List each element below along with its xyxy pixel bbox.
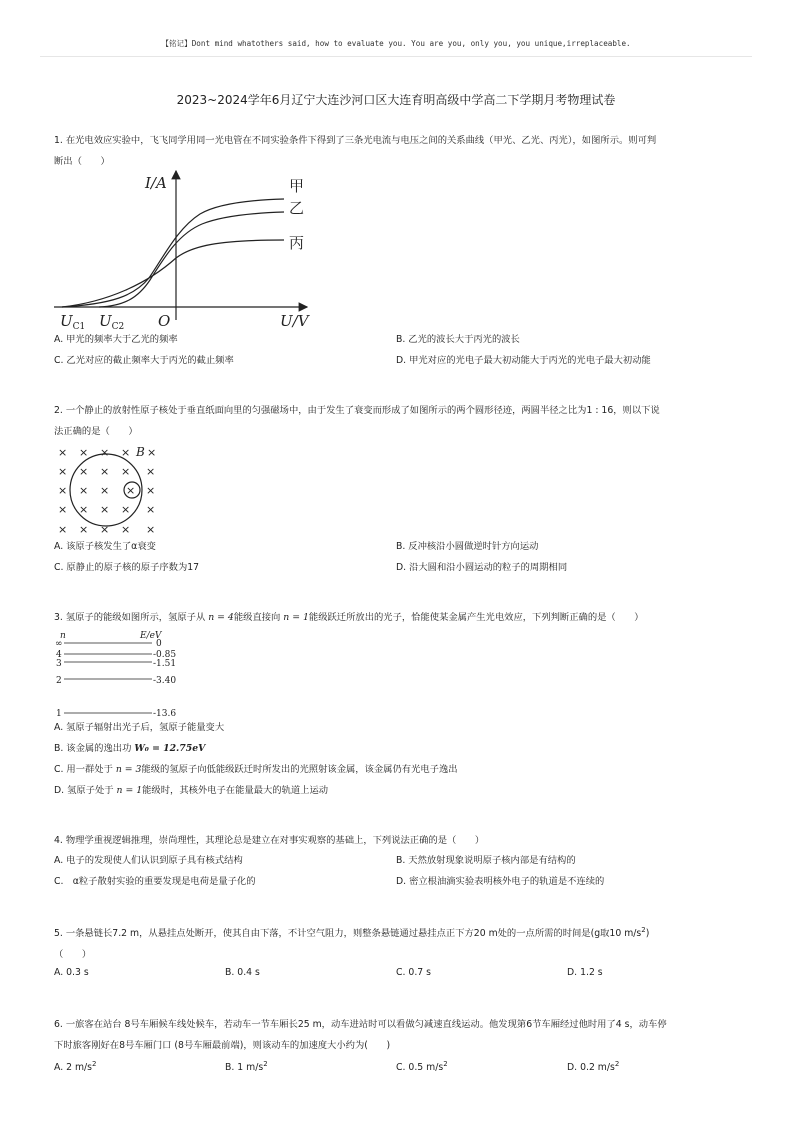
field-cross-mark: × (79, 465, 89, 478)
q3-option-a[interactable]: A. 氢原子辐射出光子后，氢原子能量变大 (54, 722, 225, 733)
question-4-stem: 4. 物理学重视逻辑推理，崇尚理性，其理论总是建立在对事实观察的基础上，下列说法正确的是（ ） (54, 835, 485, 846)
q3-option-b[interactable]: B. 该金属的逸出功 W₀ = 12.75eV (54, 743, 206, 754)
field-cross-mark: × (121, 503, 131, 516)
question-4 (54, 830, 744, 851)
q6-option-a[interactable]: A. 2 $m/s^2$ (54, 1060, 97, 1074)
q2-option-c[interactable]: C. 原静止的原子核的原子序数为17 (54, 562, 200, 573)
origin-label: O (158, 312, 171, 330)
question-1-stem-line2: 断出（ ） (54, 156, 110, 167)
field-cross-mark: × (58, 465, 68, 478)
y-axis-label: I/A (145, 174, 167, 192)
page-title: 2023~2024学年6月辽宁大连沙河口区大连育明高级中学高二下学期月考物理试卷 (176, 93, 616, 107)
q6-option-b[interactable]: B. 1 $m/s^2$ (225, 1060, 268, 1074)
uc2-label: $U_{C2}$ (99, 312, 125, 332)
q4-option-d[interactable]: D. 密立根油滴实验表明核外电子的轨道是不连续的 (396, 876, 605, 887)
q5-option-a[interactable]: A. 0.3 s (54, 967, 89, 978)
q1-option-a[interactable]: A. 甲光的频率大于乙光的频率 (54, 334, 178, 345)
level-4-n: 4 (56, 650, 62, 660)
field-cross-mark: × (147, 446, 157, 459)
question-2-stem-line1: 2. 一个静止的放射性原子核处于垂直纸面向里的匀强磁场中，由于发生了衰变而形成了如图所示的两个圆形径迹，两圆半径之比为1 : 16，则以下说 (54, 405, 660, 416)
energy-column-label: E/eV (140, 631, 162, 641)
motto-banner: 【铭记】Dont mind whatothers said, how to evaluate you. You are you, only you, you unique,irreplaceable. (161, 39, 631, 48)
field-cross-mark: × (100, 503, 110, 516)
iv-curve-figure (52, 168, 322, 333)
question-3-stem-b: 能级直接向 (233, 612, 284, 623)
field-cross-mark: × (100, 523, 110, 536)
field-cross-mark: × (100, 484, 110, 497)
field-cross-mark: × (121, 465, 131, 478)
q5-option-d[interactable]: D. 1.2 s (567, 967, 603, 978)
curve-jia-label: 甲 (289, 177, 305, 195)
question-6 (54, 1014, 744, 1056)
question-6-stem-line2: 下时旅客刚好在8号车厢门口 (8号车厢最前端)，则该动车的加速度大小约为( ) (54, 1040, 391, 1051)
level-4-e: -0.85 (153, 650, 177, 660)
n-column-label: n (60, 631, 66, 641)
question-2-stem-line2: 法正确的是（ ） (54, 426, 138, 437)
question-5-stem-line1: 5. 一条悬链长7.2 m，从悬挂点处断开，使其自由下落，不计空气阻力，则整条悬链通过悬挂点正下方20 m处的一点所需的时间是(g取10 $m/s^2$) (54, 926, 650, 940)
field-cross-mark: × (58, 484, 68, 497)
field-cross-mark: × (58, 446, 68, 459)
q5-option-c[interactable]: C. 0.7 s (396, 967, 431, 978)
level-1-n: 1 (56, 709, 62, 719)
curve-bing (62, 240, 284, 307)
question-3-n1: n = 1 (283, 612, 309, 623)
level-3-e: -1.51 (153, 659, 177, 669)
header-divider (40, 56, 752, 57)
q1-option-b[interactable]: B. 乙光的波长大于丙光的波长 (396, 334, 520, 345)
field-cross-mark: × (100, 465, 110, 478)
q4-option-b[interactable]: B. 天然放射现象说明原子核内部是有结构的 (396, 855, 576, 866)
q3-option-d[interactable]: D. 氢原子处于 n = 1能级时，其核外电子在能量最大的轨道上运动 (54, 785, 329, 796)
q4-option-a[interactable]: A. 电子的发现使人们认识到原子具有核式结构 (54, 855, 243, 866)
q5-option-b[interactable]: B. 0.4 s (225, 967, 260, 978)
curve-yi (99, 212, 284, 307)
q6-option-c[interactable]: C. 0.5 $m/s^2$ (396, 1060, 448, 1074)
field-cross-mark: × (79, 484, 89, 497)
question-5 (54, 920, 744, 965)
q2-option-b[interactable]: B. 反冲核沿小圆做逆时针方向运动 (396, 541, 539, 552)
field-cross-mark: × (58, 503, 68, 516)
question-5-stem-line2: （ ） (54, 949, 92, 961)
q2-option-a[interactable]: A. 该原子核发生了α衰变 (54, 541, 156, 552)
question-3 (54, 607, 744, 628)
field-cross-mark: × (79, 523, 89, 536)
field-cross-mark: × (146, 484, 156, 497)
level-inf-n: ∞ (55, 639, 63, 649)
field-cross-mark: × (79, 446, 89, 459)
level-2-e: -3.40 (153, 676, 177, 686)
x-axis-label: U/V (280, 312, 309, 330)
q4-option-c[interactable]: C. α粒子散射实验的重要发现是电荷是量子化的 (54, 876, 256, 887)
question-2 (54, 400, 744, 442)
curve-jia (62, 199, 284, 307)
level-inf-e: 0 (156, 639, 162, 649)
field-cross-mark: × (100, 446, 110, 459)
field-cross-mark: × (146, 503, 156, 516)
magnetic-field-figure (54, 440, 164, 536)
level-1-e: -13.6 (153, 709, 177, 719)
level-3-n: 3 (56, 659, 62, 669)
level-2-n: 2 (56, 676, 62, 686)
field-cross-mark: × (79, 503, 89, 516)
q6-option-d[interactable]: D. 0.2 $m/s^2$ (567, 1060, 620, 1074)
field-cross-mark: × (146, 465, 156, 478)
uc1-label: $U_{C1}$ (60, 312, 86, 332)
curve-yi-label: 乙 (289, 199, 305, 217)
field-cross-mark: × (126, 484, 136, 497)
energy-level-figure (54, 628, 194, 720)
question-3-stem-c: 能级跃迁所放出的光子，恰能使某金属产生光电效应，下列判断正确的是（ ） (308, 612, 644, 623)
q2-option-d[interactable]: D. 沿大圆和沿小圆运动的粒子的周期相同 (396, 562, 568, 573)
field-cross-mark: × (146, 523, 156, 536)
curve-bing-label: 丙 (289, 234, 305, 252)
q1-option-c[interactable]: C. 乙光对应的截止频率大于丙光的截止频率 (54, 355, 234, 366)
question-3-stem-a: 3. 氢原子的能级如图所示，氢原子从 (54, 612, 209, 623)
field-cross-mark: × (58, 523, 68, 536)
question-1 (54, 130, 744, 172)
q3-option-c[interactable]: C. 用一群处于 n = 3能级的氢原子向低能级跃迁时所发出的光照射该金属，该金属仍有光电子逸出 (54, 764, 458, 775)
question-1-stem-line1: 1. 在光电效应实验中，飞飞同学用同一光电管在不同实验条件下得到了三条光电流与电压之间的关系曲线（甲光、乙光、丙光），如图所示。则可判 (54, 135, 657, 146)
question-6-stem-line1: 6. 一旅客在站台 8号车厢候车线处候车，若动车一节车厢长25 m，动车进站时可以看做匀减速直线运动。他发现第6节车厢经过他时用了4 s，动车停 (54, 1019, 667, 1030)
field-b-label: B (136, 445, 145, 459)
field-cross-mark: × (121, 446, 131, 459)
field-cross-mark: × (121, 523, 131, 536)
q1-option-d[interactable]: D. 甲光对应的光电子最大初动能大于丙光的光电子最大初动能 (396, 355, 651, 366)
question-3-n4: n = 4 (208, 612, 234, 623)
